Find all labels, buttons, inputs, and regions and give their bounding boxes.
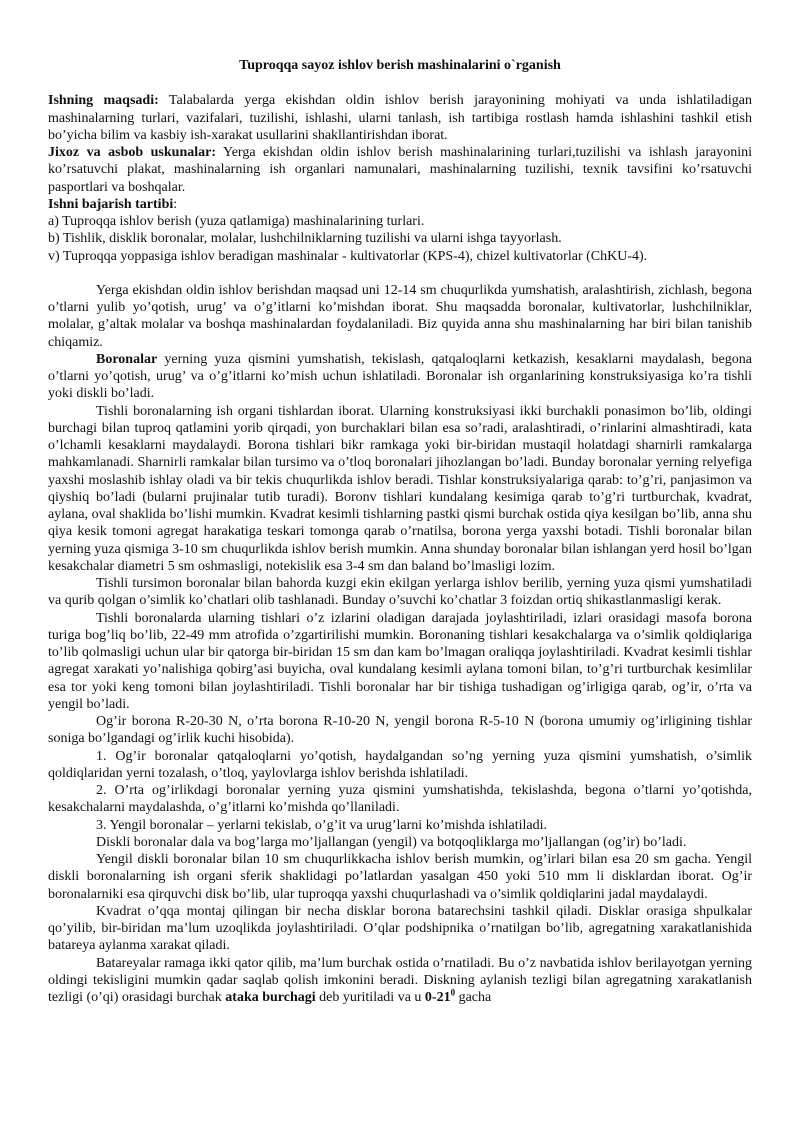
paragraph-text: Og’ir borona R-20-30 N, o’rta borona R-10-20 N, yengil borona R-5-10 N (borona umumiy og’irligining tishlar soniga bo’lgandagi og’irlik kuchi hisobida). — [48, 714, 752, 747]
body-paragraph — [48, 782, 752, 817]
paragraph-text: deb yuritiladi va u — [315, 990, 425, 1005]
document-title: Tuproqqa sayoz ishlov berish mashinalarini o`rganish — [239, 58, 561, 73]
body-paragraph — [48, 351, 752, 403]
section-gap — [48, 265, 752, 282]
paragraph-text: 2. O’rta og’irlikdagi boronalar yerning yuza qismini yumshatishda, tekislashda, begona o’tlarni yo’qotishda, kesakchalarni maydalashda, o’g’itlarni ko’mishda qo’llaniladi. — [48, 783, 752, 816]
order-heading — [48, 196, 752, 213]
paragraph-text: 1. Og’ir boronalar qatqaloqlarni yo’qotish, haydalgandan so’ng yerning yuza qismini yumshatish, o’simlik qoldiqlaridan yerni tozalash, o’tloq, yaylovlarga ishlov berishda ishlatiladi. — [48, 748, 752, 781]
body-paragraph — [48, 748, 752, 783]
body-paragraph — [48, 817, 752, 834]
body-paragraph — [48, 903, 752, 955]
order-label: Ishni bajarish tartibi — [48, 196, 174, 212]
body-paragraph — [48, 403, 752, 576]
paragraph-text: Tishli tursimon boronalar bilan bahorda kuzgi ekin ekilgan yerlarga ishlov berilib, yerning yuza qismi yumshatiladi va qurib qolgan o’simlik ko’chatlari olib tashlanadi. Bunday o’suvchi ko’chatlar 3 foizdan ortiq shikastlanmasligi kerak. — [48, 576, 752, 609]
body-paragraph — [48, 851, 752, 903]
term-ataka-burchagi: ataka burchagi — [225, 990, 316, 1005]
order-item: b) Tishlik, disklik boronalar, molalar, lushchilniklarning tuzilishi va ularni ishga tayyorlash. — [48, 231, 562, 247]
paragraph-text: Diskli boronalar dala va bog’larga mo’ljallangan (yengil) va botqoqliklarga mo’ljallangan (og’ir) bo’ladi. — [96, 834, 687, 850]
body-paragraph — [48, 282, 752, 351]
term-boronalar: Boronalar — [96, 351, 158, 367]
degree-superscript: 0 — [450, 987, 456, 998]
paragraph-text: yerning yuza qismini yumshatish, tekislash, qatqaloqlarni ketkazish, kesaklarni maydalash, begona o’tlarni yo’qotish, urug’ va o’g’itlarni ko’mish uchun ishlatiladi. Boronalar ish organlarining konstruksiyasiga ko’ra tishli yoki diskli bo’ladi. — [48, 351, 752, 402]
body-paragraph — [48, 575, 752, 610]
body-paragraph — [48, 834, 752, 851]
paragraph-text: Yengil diskli boronalar bilan 10 sm chuqurlikkacha ishlov berish mumkin, og’irlari bilan esa 20 sm gacha. Yengil diskli boronalarning ish organi sferik shaklidagi po’latlardan yasalgan 450 yoki 510 mm li disklardan iborat. Og’ir boronalarniki esa qirquvchi disk bo’lib, ular tuproqqa yaxshi chuqurlashadi va o’simlik qoldiqlarini jadal maydalaydi. — [48, 852, 752, 902]
paragraph-text: Batareyalar ramaga ikki qator qilib, ma’lum burchak ostida o’rnatiladi. Bu o’z navbatida ishlov berilayotgan yerning oldingi tekisligini mumkin qadar saqlab qolish imkonini beradi. Diskning aylanish tezligi bilan agregatning xarakatlanish tezligi (o’qi) orasidagi burchak — [48, 955, 752, 1005]
paragraph-text: 3. Yengil boronalar – yerlarni tekislab, o’g’it va urug’larni ko’mishda ishlatiladi. — [96, 817, 548, 833]
order-colon: : — [173, 196, 178, 212]
equipment-paragraph — [48, 144, 752, 196]
paragraph-text: Kvadrat o’qqa montaj qilingan bir necha disklar borona batarechsini tashkil qiladi. Disklar orasiga shpulkalar qo’yilib, bir-biridan ma’lum uzoqlikda joylashtiriladi. O’qlar podshipnika o’rnatilgan bo’lib, agregatning xarakatlanishida batareya aylanma xarakat qiladi. — [48, 903, 752, 954]
body-paragraph — [48, 610, 752, 714]
paragraph-text: Yerga ekishdan oldin ishlov berishdan maqsad uni 12-14 sm chuqurlikda yumshatish, aralashtirish, zichlash, begona o’tlarni yulib yo’qotish, urug’ va o’g’itlarni ko’mishdan iborat. Shu maqsadda boronalar, kultivatorlar, lushchilniklar, molalar, g’altak molalar va boshqa mashinalardan foydalaniladi. Biz quyida anna shu mashinalarning har biri bilan tanishib chiqamiz. — [48, 282, 752, 350]
paragraph-text: gacha — [455, 990, 492, 1005]
paragraph-text: Tishli boronalarning ish organi tishlardan iborat. Ularning konstruksiyasi ikki burchakli ponasimon bo’lib, oldingi burchagi bilan tuproq qatlamini yorib qirqadi, yon burchaklari bilan esa so’radi, aralashtiradi, o’rinlarini almashtiradi, kata o’lchamli kesaklarni maydalaydi. Borona tishlari bikr ramkaga yoki bir-biridan mustaqil holatdagi sharnirli ramkalarga mahkamlanadi. Sharnirli ramkalar bilan tursimo va o’tloq boronalari jihozlangan bo’ladi. Bunday boronalar yerning relyefiga yaxshi moslashib ishlay oladi va bir tekis chuqurlikda ishlov beradi. Tishlar konstruksiyalariga qarab: to’g’ri, panjasimon va qiyshiq bo’ladi (bularni prujinalar tutib turadi). Boronv tishlari kundalang kesimiga qarab to’g’ri turtburchak, kvadrat, aylana, oval shaklida bo’lishi mumkin. Kvadrat kesimli tishlarning pastki qismi burchak ostida qiya kesilgan bo’lib, anna shu qiya kesik tomoni agregat harakatiga teskari tomonga qarab o’rnatilsa, borona yerga yaxshi botadi. Tishli boronalar bilan yerning yuza qismiga 3-10 sm chuqurlikda ishlov berish mumkin. Anna shunday boronalar bilan ishlangan yerd hosil bo’lgan kesakchalar diametri 5 sm oshmasligi, notekislik esa 3-4 sm dan baland bo’lmasligi lozim. — [48, 403, 752, 574]
document-header-section — [48, 92, 752, 265]
order-item: v) Tuproqqa yoppasiga ishlov beradigan mashinalar - kultivatorlar (KPS-4), chizel kultivatorlar (ChKU-4). — [48, 248, 648, 264]
equipment-label: Jixoz va asbob uskunalar: — [48, 145, 217, 160]
order-list — [48, 213, 752, 265]
order-item: a) Tuproqqa ishlov berish (yuza qatlamiga) mashinalarining turlari. — [48, 214, 425, 229]
body-paragraph — [48, 713, 752, 748]
body-paragraph — [48, 955, 752, 1007]
paragraph-text: Tishli boronalarda ularning tishlari o’z izlarini oladigan darajada joylashtiriladi, izlari orasidagi masofa borona turiga bog’liq bo’lib, 22-49 mm atrofida o’zgartirilishi mumkin. Boronaning tishlari kesakchalarga va o’simlik qoldiqlariga to’lib qolmasligi uchun ular bir qatorga bir-biridan 15 sm dan kam bo’lmagan oraliqqa joylashtiriladi. Kvadrat kesimli tishlar agregat xarakati yo’nalishiga qobirg’asi buyicha, oval kundalang kesimli aylana tomoni bilan, to’g’ri turtburchak kesimlilar esa tor yoki keng tomoni bilan joylashtiriladi. Tishli boronalar har bir tishiga tushadigan og’irligiga qarab, og’ir, o’rta va yengil bo’ladi. — [48, 610, 752, 712]
goal-paragraph — [48, 92, 752, 144]
goal-text: Talabalarda yerga ekishdan oldin ishlov berish jarayonining mohiyati va unda ishlatiladigan mashinalarning turlari, vazifalari, tuzilishi, ishlashi, ularni tanlash, ish tartibiga rostlash hamda ishlashini tashkil etish bo’yicha bilim va kasbiy ish-xarakat usullarini shakllantirishdan iborat. — [48, 93, 752, 143]
angle-value: 0-21 — [424, 990, 451, 1005]
goal-label: Ishning maqsadi: — [48, 93, 159, 109]
equipment-text: Yerga ekishdan oldin ishlov berish mashinalarining turlari,tuzilishi va ishlash jarayonini ko’rsatuvchi plakat, mashinalarning ish organlari namunalari, mashinalarning tuzilishi, texnik tavsifini ko’rsatuvchi pasportlari va boshqalar. — [48, 145, 752, 195]
document-body — [48, 282, 752, 1007]
